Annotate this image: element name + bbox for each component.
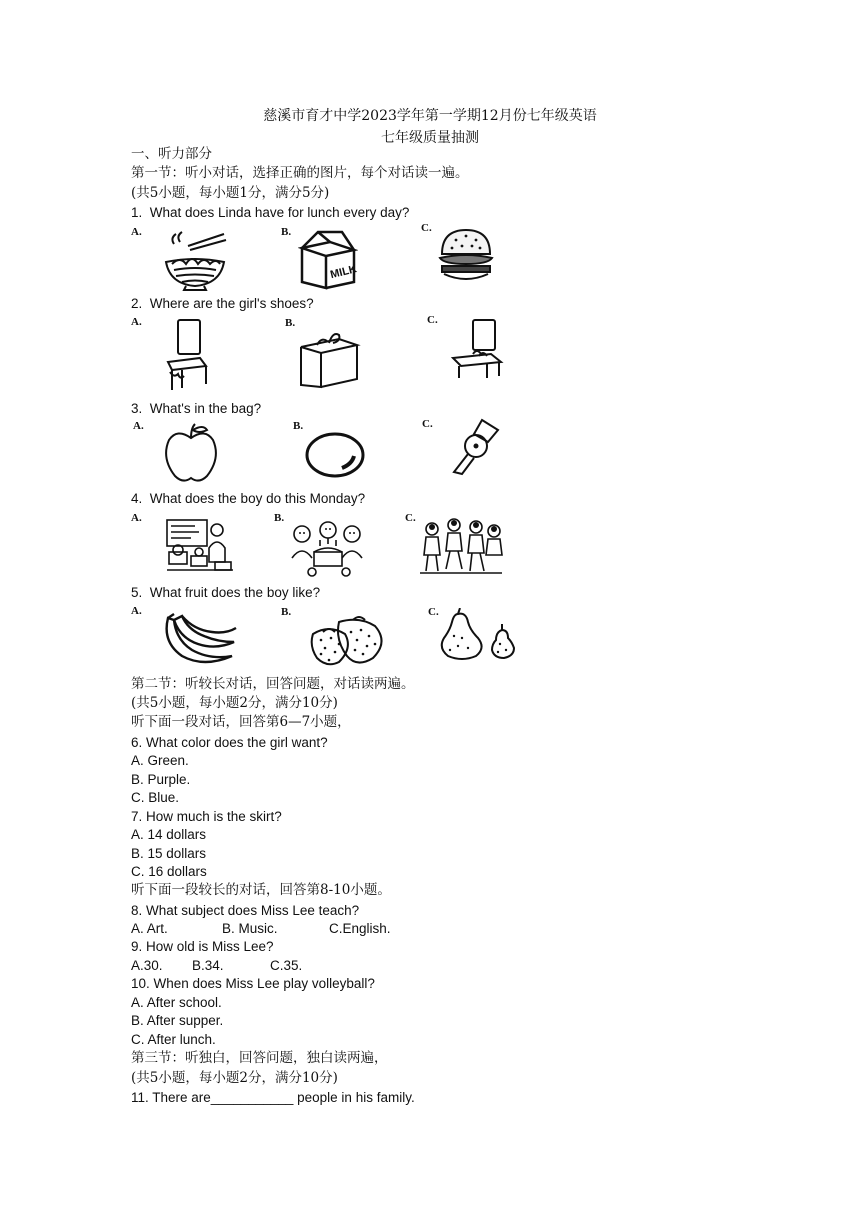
friends-outing-scene-icon <box>418 515 504 575</box>
chair-icon <box>160 318 212 392</box>
classroom-scene-icon <box>165 518 235 576</box>
q1-option-a-label: A. <box>131 226 142 238</box>
q9-option-b: B.34. <box>192 958 224 973</box>
milk-carton-icon <box>298 228 358 290</box>
question-6: 6. What color does the girl want? <box>131 735 328 750</box>
q7-option-a: A. 14 dollars <box>131 827 207 842</box>
question-5: 5. What fruit does the boy like? <box>131 585 321 600</box>
section2-instruction-2: 听下面一段较长的对话，回答第8-10小题。 <box>131 882 391 898</box>
q8-option-c: C.English. <box>329 921 391 936</box>
q1-option-b-label: B. <box>281 226 292 238</box>
page-title: 慈溪市育才中学2023学年第一学期12月份七年级英语 <box>263 108 597 124</box>
q5-option-c-label: C. <box>428 606 439 618</box>
section2-intro: 第二节：听较长对话，回答问题，对话读两遍。 <box>131 676 415 692</box>
milk-label: MILK <box>329 263 358 282</box>
apple-icon <box>163 422 219 484</box>
question-3: 3. What's in the bag? <box>131 401 262 416</box>
box-icon <box>299 325 361 389</box>
q7-option-b: B. 15 dollars <box>131 846 207 861</box>
question-8: 8. What subject does Miss Lee teach? <box>131 903 360 918</box>
egg-icon <box>304 430 366 480</box>
strawberry-icon <box>309 612 389 668</box>
q2-option-c-label: C. <box>427 314 438 326</box>
q5-option-b-label: B. <box>281 606 292 618</box>
section1-score: (共5小题，每小题1分，满分5分) <box>131 185 330 201</box>
section2-instruction-1: 听下面一段对话，回答第6—7小题， <box>131 714 351 730</box>
section3-score: (共5小题，每小题2分，满分10分) <box>131 1070 338 1086</box>
q9-option-c: C.35. <box>270 958 303 973</box>
q6-option-b: B. Purple. <box>131 772 191 787</box>
section3-intro: 第三节：听独白，回答问题，独白读两遍， <box>131 1050 388 1066</box>
question-4: 4. What does the boy do this Monday? <box>131 491 366 506</box>
question-11: 11. There are___________ people in his family. <box>131 1090 415 1105</box>
q6-option-a: A. Green. <box>131 753 189 768</box>
q7-option-c: C. 16 dollars <box>131 864 207 879</box>
q4-option-c-label: C. <box>405 512 416 524</box>
watch-icon <box>446 416 502 476</box>
q9-option-a: A.30. <box>131 958 163 973</box>
q4-option-b-label: B. <box>274 512 285 524</box>
q8-option-b: B. Music. <box>222 921 278 936</box>
question-9: 9. How old is Miss Lee? <box>131 939 274 954</box>
section1-intro: 第一节：听小对话，选择正确的图片，每个对话读一遍。 <box>131 165 469 181</box>
chair-with-shoes-icon <box>449 318 505 380</box>
page-subtitle: 七年级质量抽测 <box>381 130 479 146</box>
section2-score: (共5小题，每小题2分，满分10分) <box>131 695 338 711</box>
q3-option-c-label: C. <box>422 418 433 430</box>
q10-option-b: B. After supper. <box>131 1013 224 1028</box>
q10-option-a: A. After school. <box>131 995 222 1010</box>
q3-option-b-label: B. <box>293 420 304 432</box>
pear-icon <box>440 608 520 662</box>
hamburger-icon <box>436 226 496 284</box>
q1-option-c-label: C. <box>421 222 432 234</box>
q8-option-a: A. Art. <box>131 921 168 936</box>
q9-options <box>131 957 302 974</box>
question-2: 2. Where are the girl's shoes? <box>131 296 314 311</box>
noodles-icon <box>160 226 230 292</box>
section-heading: 一、听力部分 <box>131 146 212 162</box>
question-10: 10. When does Miss Lee play volleyball? <box>131 976 375 991</box>
q8-options <box>131 920 391 937</box>
q3-option-a-label: A. <box>133 420 144 432</box>
q2-option-a-label: A. <box>131 316 142 328</box>
q10-option-c: C. After lunch. <box>131 1032 216 1047</box>
question-1: 1. What does Linda have for lunch every day? <box>131 205 410 220</box>
q6-option-c: C. Blue. <box>131 790 180 805</box>
banana-icon <box>160 612 238 670</box>
birthday-party-scene-icon <box>290 518 366 578</box>
question-7: 7. How much is the skirt? <box>131 809 282 824</box>
q2-option-b-label: B. <box>285 317 296 329</box>
q5-option-a-label: A. <box>131 605 142 617</box>
q4-option-a-label: A. <box>131 512 142 524</box>
